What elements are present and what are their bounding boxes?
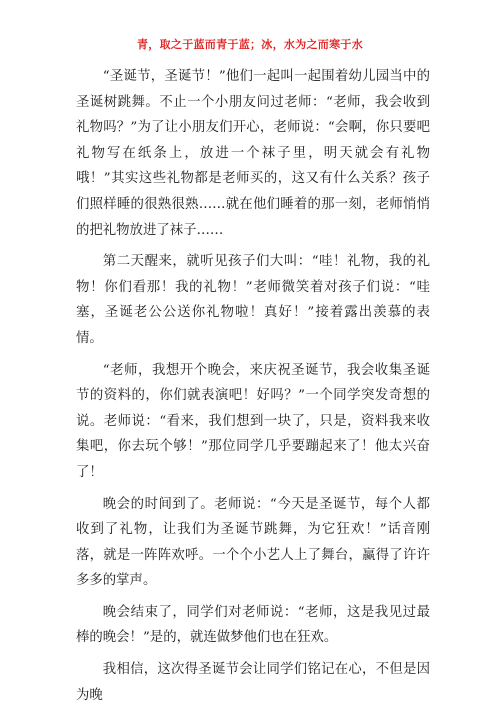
paragraph-4: 晚会的时间到了。老师说：“今天是圣诞节，每个人都收到了礼物，让我们为圣诞节跳舞，为它狂欢！”话音刚落，就是一阵阵欢呼。一个个小艺人上了舞台，赢得了许许多多的掌声。 xyxy=(76,496,430,589)
page-header-title: 青，取之于蓝而青于蓝；冰，水为之而寒于水 xyxy=(137,38,363,51)
paragraph-1: “圣诞节，圣诞节！”他们一起叫一起围着幼儿园当中的圣诞树跳舞。不止一个小朋友问过老师：“老师，我会收到礼物吗？”为了让小朋友们开心，老师说：“会啊，你只要吧礼物写在纸条上，放进一个袜子里，明天就会有礼物哦！”其实这些礼物都是老师买的，这又有什么关系？孩子们照样睡的很熟很熟……就在他们睡着的那一刻，老师悄悄的把礼物放进了袜子…… xyxy=(76,69,430,238)
paragraph-6: 我相信，这次得圣诞节会让同学们铭记在心，不但是因为晚 xyxy=(76,662,430,703)
paragraph-5: 晚会结束了，同学们对老师说：“老师，这是我见过最棒的晚会！”是的，就连做梦他们也在狂欢。 xyxy=(76,604,430,646)
paragraph-2: 第二天醒来，就听见孩子们大叫：“哇！礼物，我的礼物！你们看那！我的礼物！”老师微笑着对孩子们说：“哇塞，圣诞老公公送你礼物啦！真好！”接着露出羡慕的表情。 xyxy=(76,254,430,346)
paragraph-3: “老师，我想开个晚会，来庆祝圣诞节，我会收集圣诞节的资料的，你们就表演吧！好吗？”一个同学突发奇想的说。老师说：“看来，我们想到一块了，只是，资料我来收集吧，你去玩个够！”那位同学几乎要蹦起来了！他太兴奋了！ xyxy=(76,362,430,480)
article-body xyxy=(76,64,430,714)
